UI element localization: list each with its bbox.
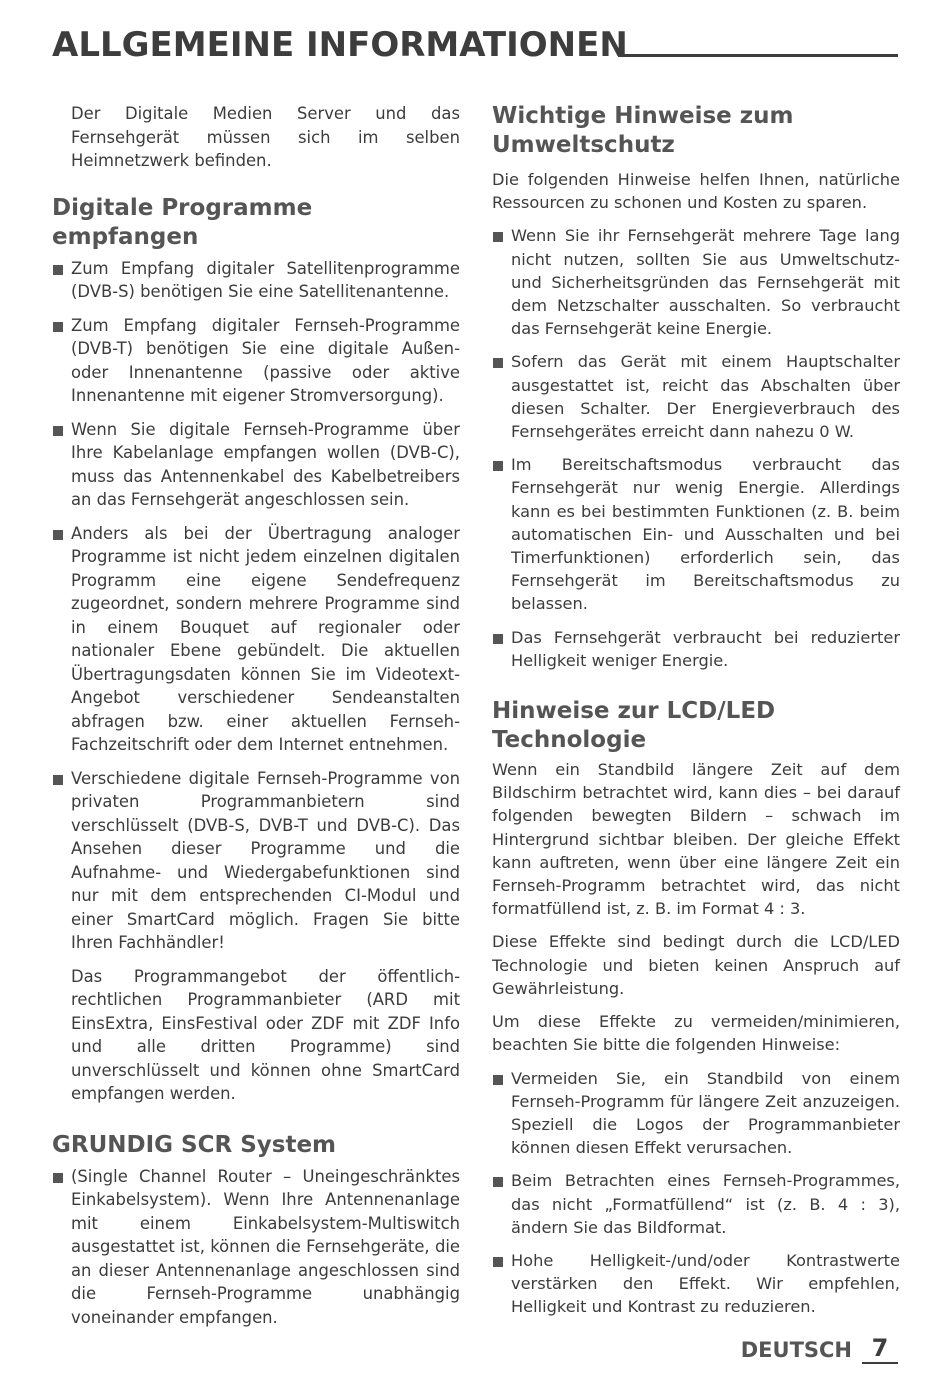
bullet-square-icon	[493, 1257, 503, 1267]
section-heading-environment: Wichtige Hinweise zum Umweltschutz	[492, 103, 794, 158]
section-heading-lcd: Hinweise zur LCD/LED Technologie	[492, 698, 776, 754]
list-item	[492, 224, 900, 340]
list-item	[492, 626, 900, 672]
list-item	[52, 314, 460, 408]
bullet-square-icon	[53, 775, 63, 785]
list-item	[52, 767, 460, 955]
section-heading-digital: Digitale Programme empfangen	[52, 194, 313, 250]
list-item-text: Anders als bei der Übertragung analoger Programme ist nicht jedem einzelnen digitalen Programm eine eigene Sendefrequenz zugeordnet, sondern mehrere Programme sind in einem Bouquet auf regionaler oder nationaler Ebene gebündelt. Die aktuellen Übertragungsdaten können Sie im Videotext-Angebot verschiedener Sendeanstalten abfragen bzw. einer aktuellen Fernseh-Fachzeitschrift oder dem Internet entnehmen.	[71, 523, 460, 754]
list-item	[52, 418, 460, 512]
list-item-text: Zum Empfang digitaler Satellitenprogramme (DVB-S) benötigen Sie eine Satellitenantenne.	[71, 258, 460, 301]
footer-language: DEUTSCH	[740, 1338, 852, 1362]
bullet-square-icon	[53, 265, 63, 275]
lcd-paragraph: Wenn ein Standbild längere Zeit auf dem Bildschirm betrachtet wird, kann dies – bei darauf folgenden bewegten Bildern – schwach im Hintergrund sichtbar bleiben. Der gleiche Effekt kann auftreten, wenn über eine längere Zeit ein Fernseh-Programm betrachtet wird, das nicht formatfüllend ist, z. B. im Format 4 : 3.	[492, 760, 900, 919]
list-item-text: Verschiedene digitale Fernseh-Programme von privaten Programmanbietern sind verschlüsselt (DVB-S, DVB-T und DVB-C). Das Ansehen dieser Programme und die Aufnahme- und Wiedergabefunktionen sind nur mit dem entsprechenden CI-Modul und einer SmartCard möglich. Fragen Sie bitte Ihren Fachhändler!	[71, 768, 460, 952]
title-rule	[618, 54, 898, 57]
list-item	[52, 257, 460, 304]
list-item-text: Im Bereitschaftsmodus verbraucht das Fernsehgerät nur wenig Energie. Allerdings kann es bei bestimmten Funktionen (z. B. beim automatischen Ein- und Ausschalten und bei Timerfunktionen) erforderlich sein, das Fernsehgerät im Bereitschaftsmodus zu belassen.	[511, 455, 900, 614]
page-number: 7	[862, 1334, 898, 1364]
left-column	[52, 102, 460, 1329]
list-item-text: Zum Empfang digitaler Fernseh-Programme (DVB-T) benötigen Sie eine digitale Außen- oder Innenantenne (passive oder aktive Innenantenne mit eigener Stromversorgung).	[71, 315, 460, 405]
bullet-square-icon	[493, 232, 503, 242]
list-item	[492, 1169, 900, 1239]
list-item	[52, 1165, 460, 1330]
list-item	[492, 350, 900, 443]
intro-paragraph: Der Digitale Medien Server und das Fernsehgerät müssen sich im selben Heimnetzwerk befinden.	[71, 104, 460, 170]
list-item-text: Sofern das Gerät mit einem Hauptschalter ausgestattet ist, reicht das Abschalten über diesen Schalter. Der Energieverbrauch des Fernsehgerätes erreicht dann nahezu 0 W.	[511, 352, 900, 442]
environment-intro: Die folgenden Hinweise helfen Ihnen, natürliche Ressourcen zu schonen und Kosten zu sparen.	[492, 170, 900, 213]
bullet-square-icon	[493, 634, 503, 644]
bullet-square-icon	[53, 426, 63, 436]
bullet-square-icon	[493, 1177, 503, 1187]
list-item-text: Hohe Helligkeit-/und/oder Kontrastwerte verstärken den Effekt. Wir empfehlen, Helligkeit und Kontrast zu reduzieren.	[511, 1250, 900, 1317]
lcd-paragraph: Diese Effekte sind bedingt durch die LCD/LED Technologie und bieten keinen Anspruch auf Gewährleistung.	[492, 932, 900, 998]
bullet-square-icon	[493, 461, 503, 471]
lcd-paragraph: Um diese Effekte zu vermeiden/minimieren, beachten Sie bitte die folgenden Hinweise:	[492, 1012, 900, 1055]
right-column	[492, 102, 900, 1319]
list-item-text: Das Fernsehgerät verbraucht bei reduzierter Helligkeit weniger Energie.	[511, 627, 900, 670]
bullet-square-icon	[493, 1075, 503, 1085]
bullet-square-icon	[53, 530, 63, 540]
bullet-square-icon	[53, 1173, 63, 1183]
list-item	[492, 1249, 900, 1319]
page-title: ALLGEMEINE INFORMATIONEN	[52, 25, 628, 65]
list-item	[492, 453, 900, 615]
list-item-text: Beim Betrachten eines Fernseh-Programmes, das nicht „Formatfüllend“ ist (z. B. 4 : 3), ändern Sie das Bildformat.	[511, 1171, 900, 1237]
list-item	[492, 1067, 900, 1160]
list-item-text: Wenn Sie digitale Fernseh-Programme über Ihre Kabelanlage empfangen wollen (DVB-C), muss das Antennenkabel des Kabelbetreibers an das Fernsehgerät angeschlossen sein.	[71, 419, 460, 509]
list-item-text: Wenn Sie ihr Fernsehgerät mehrere Tage lang nicht nutzen, sollten Sie aus Umweltschutz- und Sicherheitsgründen das Fernsehgerät mit dem Netzschalter ausschalten. So verbraucht das Fernsehgerät keine Energie.	[511, 226, 900, 339]
list-item-text: Vermeiden Sie, ein Standbild von einem Fernseh-Programm für längere Zeit anzuzeigen. Speziell die Logos der Programmanbieter können diesen Effekt verursachen.	[511, 1068, 900, 1158]
list-item-text: (Single Channel Router – Uneingeschränktes Einkabelsystem). Wenn Ihre Antennenanlage mit einem Einkabelsystem-Multiswitch ausgestattet ist, können die Fernsehgeräte, die an dieser Antennenanlage angeschlossen sind die Fernseh-Programme unabhängig voneinander empfangen.	[71, 1166, 460, 1327]
list-item	[52, 522, 460, 757]
section-heading-scr: GRUNDIG SCR System	[52, 1131, 337, 1158]
bullet-square-icon	[53, 322, 63, 332]
note-paragraph: Das Programmangebot der öffentlich-rechtlichen Programmanbieter (ARD mit EinsExtra, EinsFestival oder ZDF mit ZDF Info und alle dritten Programme) sind unverschlüsselt und können ohne SmartCard empfangen werden.	[71, 966, 460, 1103]
bullet-square-icon	[493, 358, 503, 368]
page-header	[52, 22, 898, 68]
